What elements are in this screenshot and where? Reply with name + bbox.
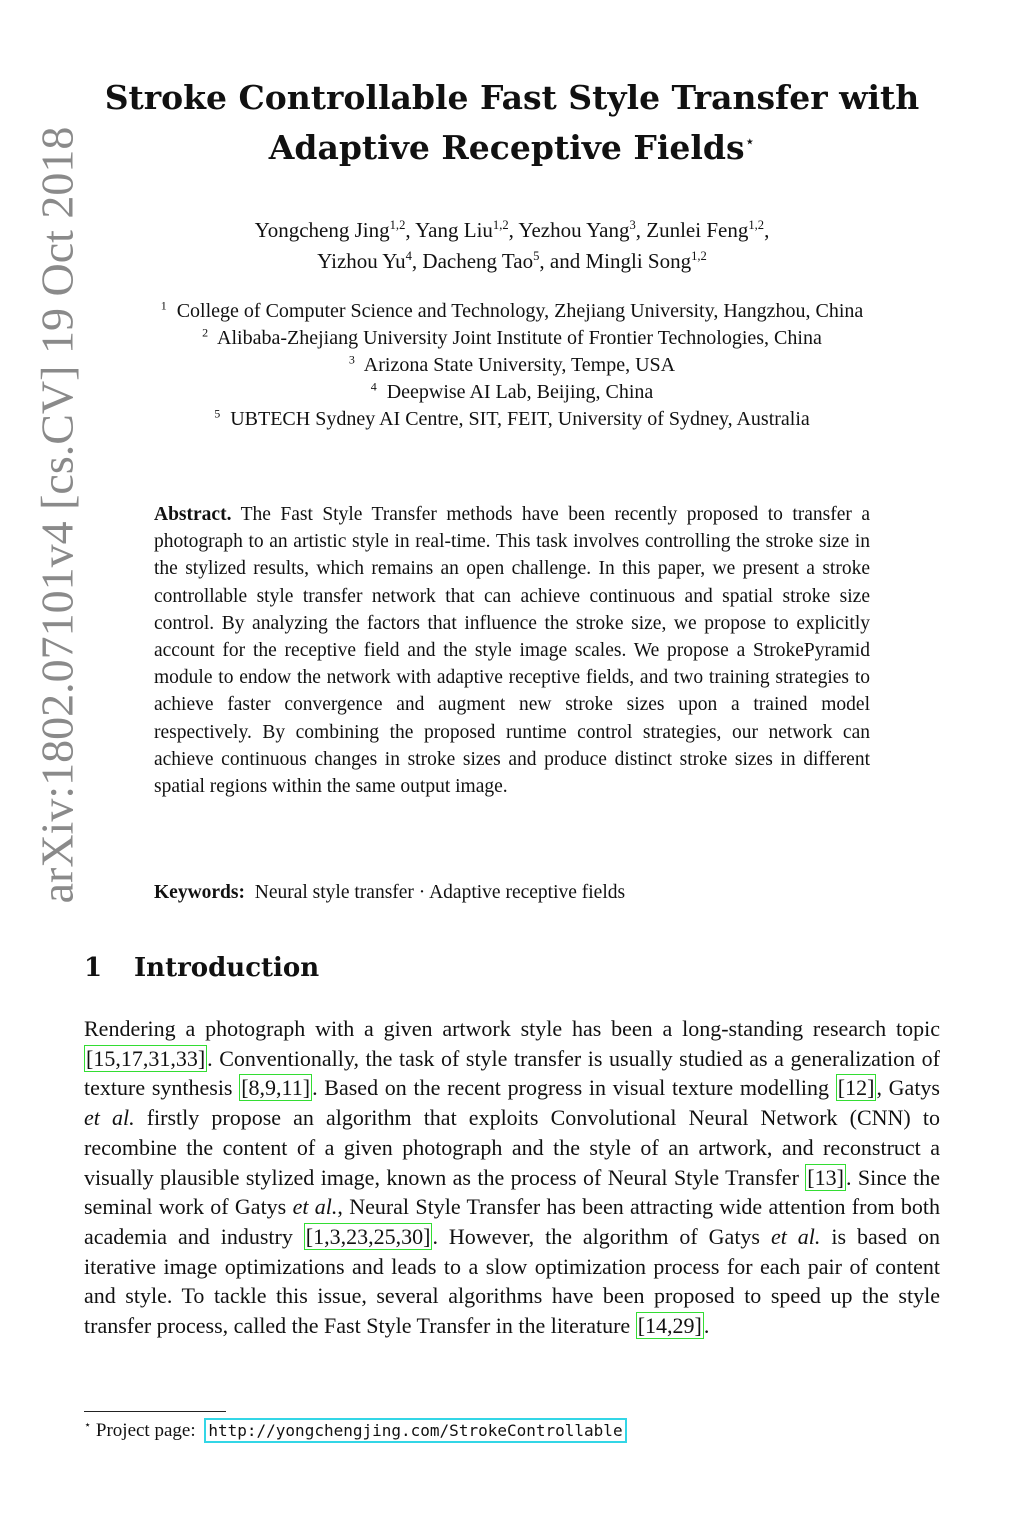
citation-link[interactable]: [12] [837, 1075, 875, 1101]
affiliation-number: 1 [160, 298, 167, 313]
paper-title [100, 75, 924, 170]
author-separator: , [405, 218, 416, 242]
author-affiliation: 1,2 [492, 218, 509, 232]
title-footnote-marker: ⋆ [744, 132, 756, 152]
author-line-2 [100, 246, 924, 277]
affiliation-number: 2 [202, 325, 209, 340]
author-affiliation: 1,2 [389, 218, 406, 232]
abstract-text: The Fast Style Transfer methods have been recently proposed to transfer a photograph to an artistic style in real-time. This task involves controlling the stroke size in the stylized results, which remains an open challenge. In this paper, we present a stroke controllable style transfer network that can achieve continuous and spatial stroke size control. By analyzing the factors that influence the stroke size, we propose to explicitly account for the receptive field and the style image scales. We propose a StrokePyramid module to endow the network with adaptive receptive fields, and two training strategies to achieve faster convergence and augment new stroke sizes upon a trained model respectively. By combining the proposed runtime control strategies, our network can achieve continuous changes in stroke sizes and produce distinct stroke sizes in different spatial regions within the same output image. [154, 504, 870, 798]
affiliation-item [86, 352, 938, 379]
intro-text: . Conventionally, the task of style transfer is usually studied as a generalization of texture synthesis [84, 1045, 940, 1101]
keywords [154, 879, 870, 906]
citation-link[interactable]: [13] [807, 1164, 844, 1190]
author-name: Zunlei Feng [646, 218, 749, 242]
citation-link[interactable]: [15,17,31,33] [86, 1045, 206, 1071]
author-affiliation: 1,2 [691, 249, 707, 263]
title-line-1: Stroke Controllable Fast Style Transfer with [104, 78, 920, 117]
author-name: Dacheng Tao [422, 249, 534, 273]
intro-italic: et al. [770, 1223, 821, 1249]
affiliation-item [86, 406, 938, 433]
author-line-1 [100, 215, 924, 246]
intro-text: Rendering a photograph with a given artwork style has been a long-standing research topic [84, 1016, 940, 1041]
author-separator: , [411, 249, 423, 273]
author-affiliation: 3 [629, 218, 636, 232]
intro-text: . However, the algorithm of Gatys [432, 1223, 771, 1249]
citation-link[interactable]: [14,29] [637, 1313, 702, 1339]
author-separator: , [635, 218, 647, 242]
author-name: Yongcheng Jing [254, 218, 390, 242]
intro-italic: et al. [292, 1194, 338, 1220]
affiliation-item [86, 325, 938, 352]
author-affiliation: 5 [533, 249, 540, 263]
author-name: Yang Liu [415, 218, 493, 242]
citation-link[interactable]: [8,9,11] [241, 1075, 311, 1101]
section-title: Introduction [134, 953, 320, 983]
author-separator: , and [539, 249, 586, 273]
footnote-marker: ⋆ [84, 1419, 92, 1432]
author-name: Yizhou Yu [317, 249, 406, 273]
author-separator: , [508, 218, 519, 242]
intro-text: , Gatys [876, 1075, 940, 1101]
footnote-divider [84, 1411, 226, 1412]
title-line-2-text: Adaptive Receptive Fields [268, 128, 745, 167]
author-separator: , [764, 218, 770, 242]
affiliation-text: Deepwise AI Lab, Beijing, China [386, 381, 654, 403]
author-name: Mingli Song [585, 249, 692, 273]
introduction-paragraph [84, 1014, 940, 1341]
intro-text: , Neural Style Transfer has been attracting wide attention from both academia and industry [84, 1194, 940, 1249]
affiliation-number: 4 [370, 379, 377, 394]
affiliation-text: Arizona State University, Tempe, USA [363, 354, 676, 376]
affiliation-text: College of Computer Science and Technology, Zhejiang University, Hangzhou, China [176, 300, 864, 322]
project-page-link[interactable]: http://yongchengjing.com/StrokeControllable [204, 1418, 626, 1443]
author-affiliation: 1,2 [748, 218, 765, 232]
arxiv-identifier [22, 80, 92, 950]
arxiv-id-text: arXiv:1802.07101v4 [cs.CV] 19 Oct 2018 [31, 126, 83, 904]
affiliation-item [86, 379, 938, 406]
abstract-label: Abstract. [154, 504, 232, 525]
intro-text: firstly propose an algorithm that exploits Convolutional Neural Network (CNN) to recombine the content of a given photograph and the style of an artwork, and reconstruct a visually plausible stylized image, known as the process of Neural Style Transfer [84, 1105, 940, 1190]
affiliation-text: Alibaba-Zhejiang University Joint Institute of Frontier Technologies, China [217, 327, 822, 349]
title-line-2 [100, 120, 924, 170]
section-number: 1 [84, 953, 103, 983]
intro-text: . Based on the recent progress in visual texture modelling [312, 1075, 836, 1101]
intro-text: is based on iterative image optimizations and leads to a slow optimization process for each pair of content and style. To tackle this issue, several algorithms have been proposed to speed up the style transfer process, called the Fast Style Transfer in the literature [84, 1223, 940, 1339]
intro-text: . Since the seminal work of Gatys [84, 1164, 940, 1220]
footnote-label: Project page: [95, 1420, 196, 1441]
author-list [100, 215, 924, 277]
affiliation-number: 3 [348, 352, 355, 367]
abstract [154, 501, 870, 800]
section-heading [84, 953, 319, 983]
author-affiliation: 4 [405, 249, 412, 263]
keywords-text: Neural style transfer · Adaptive receptive fields [254, 882, 626, 903]
affiliation-number: 5 [214, 406, 221, 421]
keywords-label: Keywords: [154, 882, 245, 903]
affiliation-text: UBTECH Sydney AI Centre, SIT, FEIT, University of Sydney, Australia [230, 408, 810, 430]
intro-italic: et al. [84, 1105, 135, 1131]
intro-text: . [703, 1313, 710, 1339]
author-name: Yezhou Yang [518, 218, 630, 242]
affiliation-item [86, 298, 938, 325]
affiliation-list [86, 298, 938, 433]
citation-link[interactable]: [1,3,23,25,30] [305, 1223, 431, 1249]
footnote [84, 1418, 627, 1444]
